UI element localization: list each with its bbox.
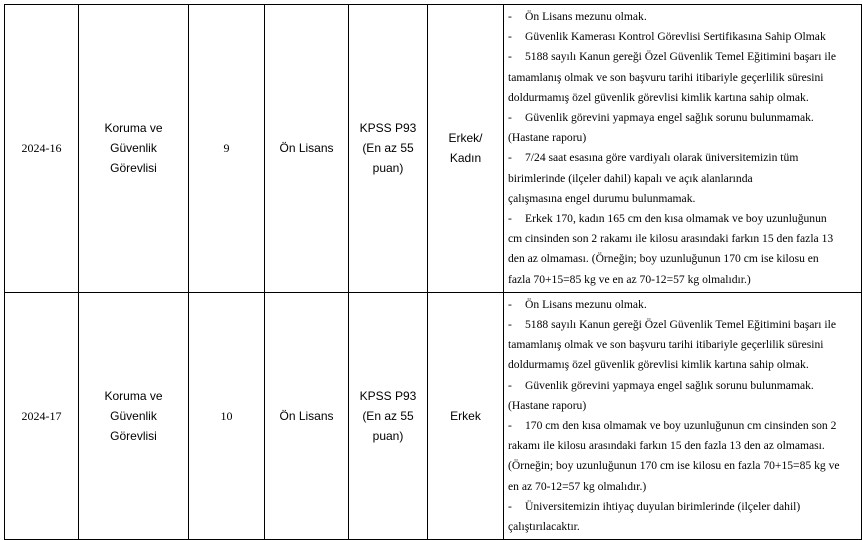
bullet-dash: - [508,499,512,513]
bullet-dash: - [508,30,512,44]
requirement-text: çalışmasına engel durumu bulunmamak. [508,191,696,205]
requirement-item [508,7,857,27]
requirement-text: Ön Lisans mezunu olmak. [525,297,647,311]
requirement-text: cm cinsinden son 2 rakamı ile kilosu arasındaki farkın 15 den fazla 13 [508,232,834,246]
requirement-text: Güvenlik görevini yapmaya engel sağlık sorunu bulunmamak. [525,378,814,392]
requirements-list [504,292,862,539]
table-row [5,292,862,539]
requirement-text: çalıştırılacaktır. [508,520,580,534]
exam-requirement [349,292,428,539]
requirement-text: (Hastane raporu) [508,131,587,145]
bullet-dash: - [508,297,512,311]
requirement-text: Erkek 170, kadın 165 cm den kısa olmamak ve boy uzunluğunun [525,212,827,226]
requirement-text: tamamlanış olmak ve son başvuru tarihi itibariyle geçerlilik süresini [508,70,824,84]
requirement-text: birimlerinde (ilçeler dahil) kapalı ve açık alanlarında [508,171,753,185]
requirement-text: 170 cm den kısa olmamak ve boy uzunluğunun cm cinsinden son 2 [525,419,837,433]
requirement-item [508,497,857,537]
requirement-item [508,108,857,148]
position-title: Koruma ve Güvenlik Görevlisi [79,292,189,539]
requirement-text: 7/24 saat esasına göre vardiyalı olarak üniversitemizin tüm [525,151,799,165]
requirement-text: 5188 sayılı Kanun gereği Özel Güvenlik Temel Eğitimini başarı ile [525,318,836,332]
requirement-text: Ön Lisans mezunu olmak. [525,10,647,23]
bullet-dash: - [508,111,512,125]
requirement-text: Güvenlik Kamerası Kontrol Görevlisi Sertifikasına Sahip Olmak [525,30,826,44]
education-level: Ön Lisans [265,5,349,293]
bullet-dash: - [508,378,512,392]
table-row [5,5,862,293]
requirement-item [508,416,857,497]
requirement-text: tamamlanış olmak ve son başvuru tarihi itibariyle geçerlilik süresini [508,338,824,352]
exam-min-score: (En az 55 puan) [362,141,414,176]
requirement-item [508,376,857,416]
gender: Erkek [428,292,504,539]
requirement-text: Güvenlik görevini yapmaya engel sağlık sorunu bulunmamak. [525,111,814,125]
requirement-item [508,209,857,290]
positions-table [4,4,862,540]
requirement-item [508,295,857,315]
requirement-text: 5188 sayılı Kanun gereği Özel Güvenlik Temel Eğitimini başarı ile [525,50,836,64]
exam-type: KPSS P93 [359,121,417,136]
requirement-item [508,315,857,376]
bullet-dash: - [508,10,512,23]
position-code: 2024-16 [5,5,79,293]
position-title: Koruma ve Güvenlik Görevlisi [79,5,189,293]
requirement-text: den az olmaması. (Örneğin; boy uzunluğunun 170 cm ise kilosu en [508,252,819,266]
requirement-item [508,47,857,108]
requirement-text: fazla 70+15=85 kg ve en az 70-12=57 kg olmalıdır.) [508,272,751,286]
requirement-text: doldurmamış özel güvenlik görevlisi kimlik kartına sahip olmak. [508,90,809,104]
position-count: 10 [189,292,265,539]
bullet-dash: - [508,50,512,64]
requirement-item [508,148,857,209]
position-count: 9 [189,5,265,293]
exam-type: KPSS P93 [359,389,417,404]
requirement-item [508,27,857,47]
bullet-dash: - [508,212,512,226]
education-level: Ön Lisans [265,292,349,539]
requirement-text: rakamı ile kilosu arasındaki farkın 15 den fazla 13 den az olmaması. [508,439,825,453]
requirement-text: doldurmamış özel güvenlik görevlisi kimlik kartına sahip olmak. [508,358,809,372]
requirement-text: en az 70-12=57 kg olmalıdır.) [508,479,647,493]
exam-requirement [349,5,428,293]
gender: Erkek/ Kadın [428,5,504,293]
bullet-dash: - [508,318,512,332]
requirement-text: (Örneğin; boy uzunluğunun 170 cm ise kilosu en fazla 70+15=85 kg ve [508,459,840,473]
exam-min-score: (En az 55 puan) [362,409,414,444]
requirements-list [504,5,862,293]
requirement-text: Üniversitemizin ihtiyaç duyulan birimlerinde (ilçeler dahil) [525,499,801,513]
position-code: 2024-17 [5,292,79,539]
bullet-dash: - [508,151,512,165]
bullet-dash: - [508,419,512,433]
requirement-text: (Hastane raporu) [508,398,587,412]
